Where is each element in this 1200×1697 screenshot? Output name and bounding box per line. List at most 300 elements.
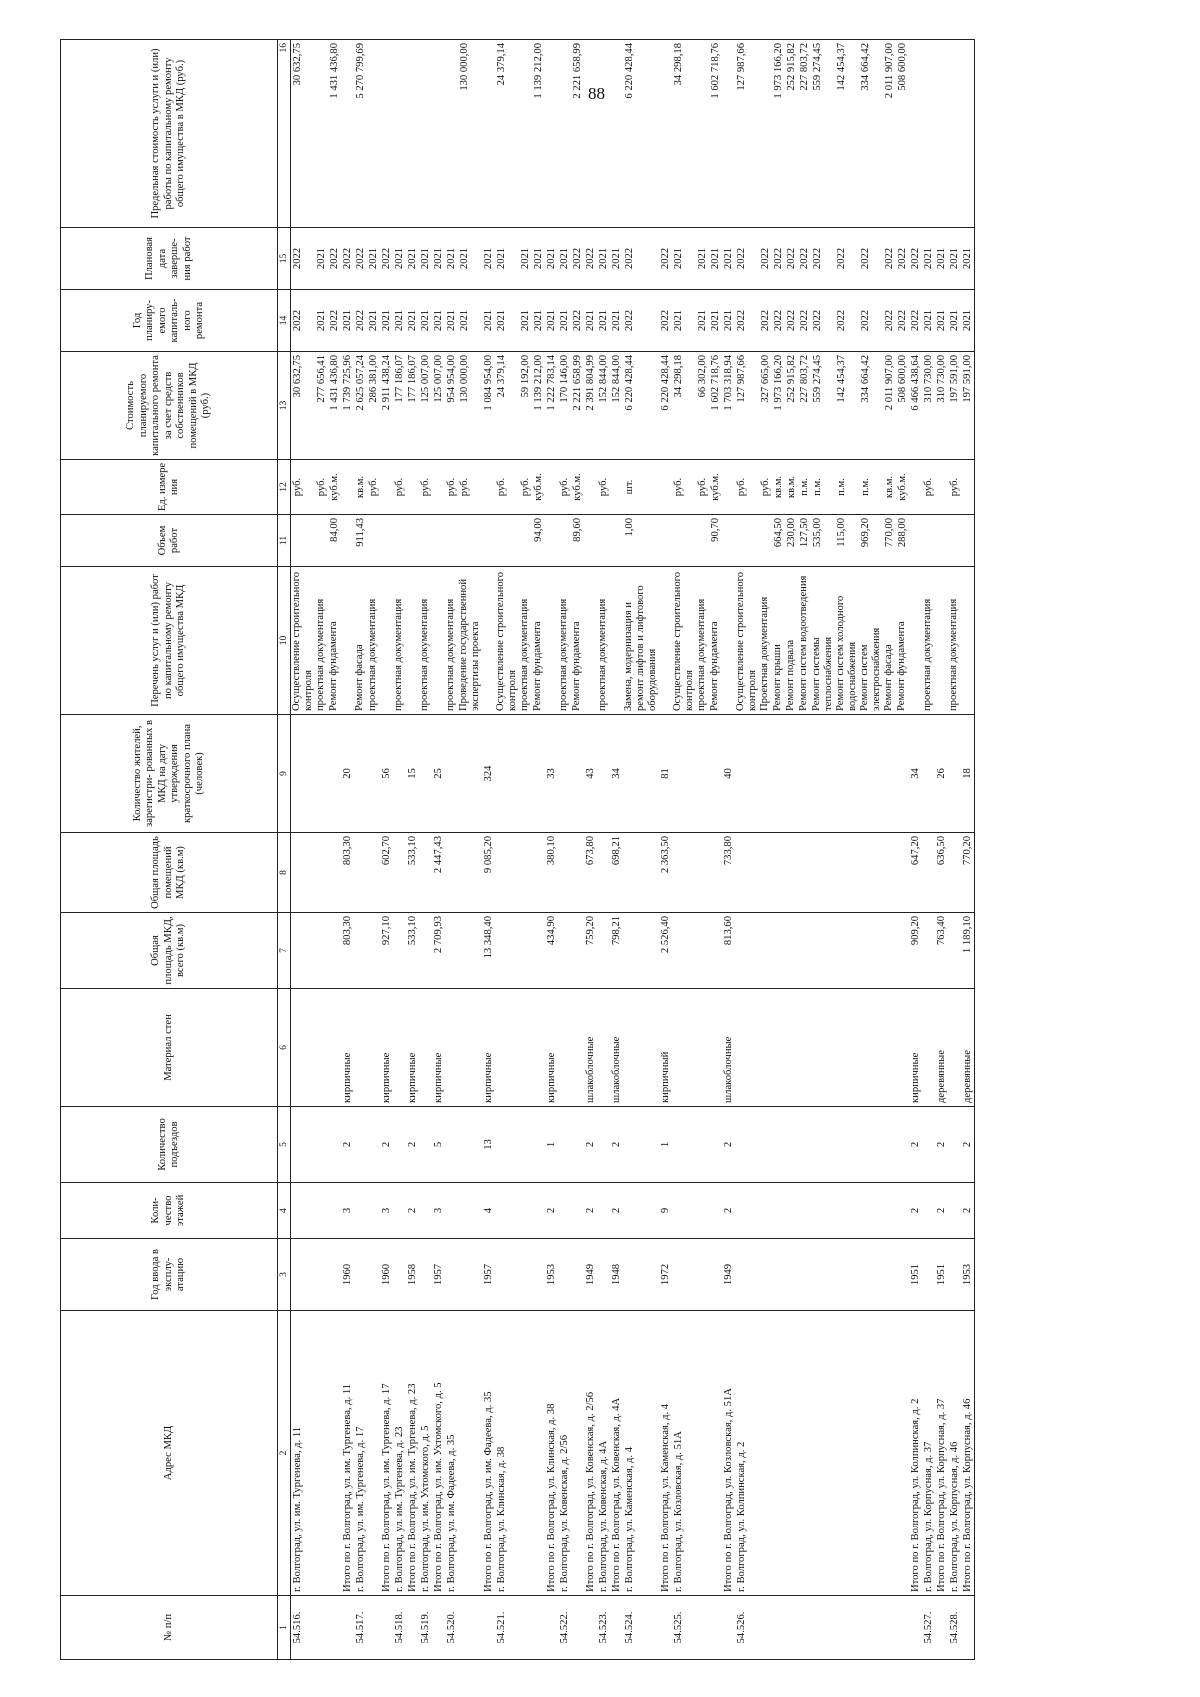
cell-max-cost <box>367 40 380 228</box>
cell-premises-area: 9 085,20 <box>482 833 495 913</box>
cell-address: Итого по г. Волгоград, ул. Каменская, д. 4 <box>659 1311 672 1596</box>
cell-premises-area <box>393 833 406 913</box>
cell-work-volume: 90,70 <box>709 515 722 567</box>
cell-floors <box>354 1183 367 1239</box>
cell-repair-year: 2022 <box>659 290 672 352</box>
cell-work-volume: 84,00 <box>328 515 341 567</box>
cell-work-volume <box>659 515 672 567</box>
cell-owner-cost: 130 000,00 <box>458 352 482 460</box>
cell-address: Итого по г. Волгоград, ул. Ковенская, д. 4А <box>610 1311 623 1596</box>
cell-work-volume <box>393 515 406 567</box>
cell-works-list: Ремонт систем электроснабжения <box>859 567 883 715</box>
table-row <box>922 40 935 1660</box>
cell-row-number <box>709 1596 722 1660</box>
cell-entrances <box>419 1107 432 1183</box>
cell-unit <box>380 460 393 515</box>
cell-unit: кв.м. <box>883 460 896 515</box>
cell-entrances <box>759 1107 772 1183</box>
cell-total-area <box>419 913 432 989</box>
cell-wall-material <box>328 989 341 1107</box>
cell-entrances <box>519 1107 532 1183</box>
cell-floors <box>672 1183 696 1239</box>
cell-premises-area: 803,30 <box>341 833 354 913</box>
table-row <box>571 40 584 1660</box>
cell-unit <box>482 460 495 515</box>
cell-works-list: Ремонт фундамента <box>532 567 545 715</box>
cell-entrances <box>772 1107 785 1183</box>
cell-owner-cost: 508 600,00 <box>896 352 909 460</box>
cell-entrances <box>445 1107 458 1183</box>
cell-year-built <box>597 1239 610 1311</box>
cell-works-list: проектная документация <box>367 567 380 715</box>
cell-address <box>532 1311 545 1596</box>
table-row <box>798 40 811 1660</box>
cell-residents <box>811 715 835 833</box>
header-total-area: Общая площадь МКД, всего (кв.м) <box>61 913 278 989</box>
cell-max-cost: 34 298,18 <box>672 40 696 228</box>
cell-work-volume <box>291 515 316 567</box>
total-row <box>380 40 393 1660</box>
page-number: 88 <box>588 84 605 103</box>
cell-residents <box>354 715 367 833</box>
cell-repair-year: 2022 <box>835 290 859 352</box>
cell-entrances <box>558 1107 571 1183</box>
cell-residents <box>672 715 696 833</box>
cell-row-number <box>896 1596 909 1660</box>
cell-year-built: 1953 <box>545 1239 558 1311</box>
cell-works-list <box>406 567 419 715</box>
cell-max-cost: 142 454,37 <box>835 40 859 228</box>
cell-work-volume: 911,43 <box>354 515 367 567</box>
cell-residents: 20 <box>341 715 354 833</box>
cell-total-area <box>896 913 909 989</box>
cell-owner-cost: 227 803,72 <box>798 352 811 460</box>
cell-unit: кв.м. <box>772 460 785 515</box>
cell-address <box>811 1311 835 1596</box>
cell-floors <box>445 1183 458 1239</box>
cell-year-built <box>458 1239 482 1311</box>
cell-floors <box>597 1183 610 1239</box>
cell-row-number <box>883 1596 896 1660</box>
cell-floors: 4 <box>482 1183 495 1239</box>
cell-residents <box>291 715 316 833</box>
cell-repair-year: 2022 <box>909 290 922 352</box>
cell-works-list: проектная документация <box>922 567 935 715</box>
table-row <box>597 40 610 1660</box>
cell-work-volume: 288,00 <box>896 515 909 567</box>
cell-premises-area <box>367 833 380 913</box>
cell-repair-year: 2021 <box>482 290 495 352</box>
cell-premises-area <box>896 833 909 913</box>
cell-year-built: 1960 <box>380 1239 393 1311</box>
cell-works-list <box>659 567 672 715</box>
cell-residents: 34 <box>909 715 922 833</box>
cell-row-number: 54.521. <box>495 1596 519 1660</box>
cell-unit: руб. <box>458 460 482 515</box>
cell-year-built <box>571 1239 584 1311</box>
column-number: 14 <box>278 290 291 352</box>
cell-owner-cost: 1 703 318,94 <box>722 352 735 460</box>
cell-repair-year: 2021 <box>672 290 696 352</box>
cell-residents <box>785 715 798 833</box>
table-row <box>445 40 458 1660</box>
cell-completion-year: 2022 <box>772 228 785 290</box>
cell-completion-year: 2022 <box>571 228 584 290</box>
cell-residents <box>532 715 545 833</box>
cell-premises-area <box>419 833 432 913</box>
cell-row-number: 54.516. <box>291 1596 316 1660</box>
cell-floors <box>367 1183 380 1239</box>
cell-premises-area <box>328 833 341 913</box>
cell-works-list <box>722 567 735 715</box>
cell-work-volume <box>722 515 735 567</box>
cell-repair-year: 2022 <box>785 290 798 352</box>
cell-work-volume <box>419 515 432 567</box>
cell-entrances <box>367 1107 380 1183</box>
cell-wall-material: кирпичные <box>482 989 495 1107</box>
table-row <box>315 40 328 1660</box>
cell-premises-area <box>811 833 835 913</box>
cell-completion-year: 2022 <box>659 228 672 290</box>
cell-floors <box>623 1183 659 1239</box>
cell-unit <box>584 460 597 515</box>
cell-wall-material <box>558 989 571 1107</box>
cell-wall-material <box>696 989 709 1107</box>
table-row <box>759 40 772 1660</box>
cell-address <box>883 1311 896 1596</box>
cell-year-built <box>623 1239 659 1311</box>
cell-year-built <box>709 1239 722 1311</box>
cell-works-list <box>961 567 975 715</box>
cell-floors <box>315 1183 328 1239</box>
cell-row-number <box>798 1596 811 1660</box>
total-row <box>545 40 558 1660</box>
cell-address <box>859 1311 883 1596</box>
cell-entrances: 2 <box>961 1107 975 1183</box>
cell-owner-cost: 310 730,00 <box>935 352 948 460</box>
cell-total-area <box>696 913 709 989</box>
cell-residents <box>948 715 961 833</box>
cell-address <box>519 1311 532 1596</box>
cell-address <box>367 1311 380 1596</box>
cell-works-list: проектная документация <box>315 567 328 715</box>
cell-year-built <box>354 1239 367 1311</box>
cell-max-cost: 508 600,00 <box>896 40 909 228</box>
cell-works-list: Ремонт фундамента <box>709 567 722 715</box>
cell-unit: руб. <box>597 460 610 515</box>
cell-entrances <box>696 1107 709 1183</box>
total-row <box>584 40 597 1660</box>
cell-max-cost <box>406 40 419 228</box>
cell-work-volume <box>495 515 519 567</box>
cell-work-volume <box>597 515 610 567</box>
cell-premises-area <box>696 833 709 913</box>
cell-floors <box>458 1183 482 1239</box>
cell-total-area: 2 526,40 <box>659 913 672 989</box>
cell-owner-cost: 1 973 166,20 <box>772 352 785 460</box>
cell-owner-cost: 1 739 725,96 <box>341 352 354 460</box>
cell-owner-cost: 6 466 438,64 <box>909 352 922 460</box>
cell-entrances: 1 <box>659 1107 672 1183</box>
cell-address <box>709 1311 722 1596</box>
cell-work-volume: 127,50 <box>798 515 811 567</box>
cell-year-built: 1972 <box>659 1239 672 1311</box>
cell-work-volume <box>315 515 328 567</box>
cell-address: г. Волгоград, ул. им. Тургенева, д. 17 <box>354 1311 367 1596</box>
cell-completion-year: 2022 <box>623 228 659 290</box>
cell-year-built <box>367 1239 380 1311</box>
cell-row-number <box>367 1596 380 1660</box>
cell-row-number: 54.525. <box>672 1596 696 1660</box>
cell-works-list <box>380 567 393 715</box>
cell-work-volume <box>458 515 482 567</box>
cell-year-built <box>291 1239 316 1311</box>
cell-floors: 2 <box>584 1183 597 1239</box>
cell-year-built: 1949 <box>584 1239 597 1311</box>
table-row <box>948 40 961 1660</box>
cell-total-area <box>759 913 772 989</box>
cell-floors <box>835 1183 859 1239</box>
cell-premises-area <box>859 833 883 913</box>
cell-work-volume <box>558 515 571 567</box>
cell-unit: п.м. <box>811 460 835 515</box>
column-number-row <box>278 40 291 1660</box>
cell-max-cost <box>445 40 458 228</box>
cell-repair-year: 2021 <box>948 290 961 352</box>
table-row <box>859 40 883 1660</box>
cell-address: Итого по г. Волгоград, ул. Корпусная, д. 37 <box>935 1311 948 1596</box>
cell-work-volume: 115,00 <box>835 515 859 567</box>
table-row <box>532 40 545 1660</box>
cell-completion-year: 2022 <box>380 228 393 290</box>
cell-unit: руб. <box>291 460 316 515</box>
cell-total-area: 759,20 <box>584 913 597 989</box>
table-row <box>495 40 519 1660</box>
cell-row-number: 54.528. <box>948 1596 961 1660</box>
cell-floors <box>519 1183 532 1239</box>
cell-unit <box>722 460 735 515</box>
cell-repair-year: 2021 <box>406 290 419 352</box>
cell-row-number <box>458 1596 482 1660</box>
cell-owner-cost: 170 146,00 <box>558 352 571 460</box>
cell-row-number <box>315 1596 328 1660</box>
cell-work-volume <box>922 515 935 567</box>
cell-owner-cost: 34 298,18 <box>672 352 696 460</box>
cell-row-number <box>935 1596 948 1660</box>
header-repair-year: Год планиру- емого капиталь- ного ремонта <box>61 290 278 352</box>
cell-repair-year: 2022 <box>859 290 883 352</box>
cell-row-number <box>696 1596 709 1660</box>
cell-total-area: 909,20 <box>909 913 922 989</box>
cell-premises-area: 673,80 <box>584 833 597 913</box>
cell-year-built <box>393 1239 406 1311</box>
cell-total-area: 813,60 <box>722 913 735 989</box>
cell-premises-area <box>948 833 961 913</box>
cell-completion-year: 2021 <box>458 228 482 290</box>
cell-address: Итого по г. Волгоград, ул. им. Ухтомского, д. 5 <box>432 1311 445 1596</box>
cell-completion-year: 2021 <box>948 228 961 290</box>
cell-completion-year: 2022 <box>341 228 354 290</box>
table-row <box>672 40 696 1660</box>
column-number: 9 <box>278 715 291 833</box>
cell-completion-year: 2021 <box>532 228 545 290</box>
cell-total-area <box>623 913 659 989</box>
cell-address: Итого по г. Волгоград, ул. Колпинская, д. 2 <box>909 1311 922 1596</box>
column-number: 3 <box>278 1239 291 1311</box>
cell-entrances: 2 <box>406 1107 419 1183</box>
cell-premises-area <box>735 833 759 913</box>
cell-works-list <box>909 567 922 715</box>
cell-repair-year: 2022 <box>623 290 659 352</box>
cell-max-cost <box>909 40 922 228</box>
cell-max-cost <box>380 40 393 228</box>
cell-residents <box>597 715 610 833</box>
total-row <box>406 40 419 1660</box>
cell-residents <box>835 715 859 833</box>
cell-row-number <box>380 1596 393 1660</box>
cell-wall-material: кирпичный <box>659 989 672 1107</box>
cell-completion-year: 2021 <box>922 228 935 290</box>
cell-address: г. Волгоград, ул. Каменская, д. 4 <box>623 1311 659 1596</box>
cell-year-built: 1953 <box>961 1239 975 1311</box>
total-row <box>722 40 735 1660</box>
cell-year-built <box>883 1239 896 1311</box>
cell-residents: 56 <box>380 715 393 833</box>
cell-floors: 3 <box>341 1183 354 1239</box>
cell-owner-cost: 1 431 436,80 <box>328 352 341 460</box>
cell-entrances: 2 <box>722 1107 735 1183</box>
cell-max-cost <box>759 40 772 228</box>
cell-residents: 324 <box>482 715 495 833</box>
cell-year-built <box>419 1239 432 1311</box>
cell-row-number <box>785 1596 798 1660</box>
cell-entrances <box>315 1107 328 1183</box>
cell-unit: руб. <box>367 460 380 515</box>
total-row <box>432 40 445 1660</box>
cell-repair-year: 2021 <box>935 290 948 352</box>
cell-residents: 43 <box>584 715 597 833</box>
cell-unit: куб.м. <box>896 460 909 515</box>
cell-total-area: 763,40 <box>935 913 948 989</box>
cell-wall-material <box>532 989 545 1107</box>
cell-works-list: Осуществление строительного контроля <box>735 567 759 715</box>
cell-wall-material: деревянные <box>935 989 948 1107</box>
cell-work-volume <box>341 515 354 567</box>
cell-address <box>798 1311 811 1596</box>
cell-address <box>785 1311 798 1596</box>
cell-work-volume: 664,50 <box>772 515 785 567</box>
cell-work-volume <box>948 515 961 567</box>
cell-total-area <box>393 913 406 989</box>
table-row <box>458 40 482 1660</box>
cell-works-list <box>584 567 597 715</box>
cell-floors: 2 <box>961 1183 975 1239</box>
cell-owner-cost: 125 007,00 <box>432 352 445 460</box>
cell-address: Итого по г. Волгоград, ул. Клинская, д. 38 <box>545 1311 558 1596</box>
cell-works-list: Ремонт фасада <box>883 567 896 715</box>
cell-works-list: Ремонт фундамента <box>896 567 909 715</box>
cell-entrances <box>835 1107 859 1183</box>
cell-wall-material <box>948 989 961 1107</box>
cell-repair-year: 2022 <box>291 290 316 352</box>
cell-floors <box>896 1183 909 1239</box>
cell-total-area: 533,10 <box>406 913 419 989</box>
rotated-table-container <box>60 40 1200 1660</box>
column-number: 7 <box>278 913 291 989</box>
cell-completion-year: 2021 <box>558 228 571 290</box>
cell-floors: 2 <box>722 1183 735 1239</box>
cell-floors <box>393 1183 406 1239</box>
total-row <box>935 40 948 1660</box>
table-row <box>558 40 571 1660</box>
header-owner-cost: Стоимость планируемого капитального ремонта за счет средств собственников помещений в МКД (руб.) <box>61 352 278 460</box>
cell-wall-material <box>759 989 772 1107</box>
cell-owner-cost: 6 220 428,44 <box>659 352 672 460</box>
header-works-list: Перечень услуг и (или) работ по капитальному ремонту общего имущества МКД <box>61 567 278 715</box>
cell-year-built: 1949 <box>722 1239 735 1311</box>
cell-premises-area: 647,20 <box>909 833 922 913</box>
cell-completion-year: 2021 <box>519 228 532 290</box>
cell-row-number <box>909 1596 922 1660</box>
cell-entrances <box>883 1107 896 1183</box>
column-number: 4 <box>278 1183 291 1239</box>
cell-total-area: 803,30 <box>341 913 354 989</box>
cell-premises-area: 602,70 <box>380 833 393 913</box>
cell-floors <box>948 1183 961 1239</box>
cell-total-area <box>772 913 785 989</box>
cell-total-area <box>495 913 519 989</box>
column-number: 15 <box>278 228 291 290</box>
cell-completion-year: 2021 <box>367 228 380 290</box>
cell-floors: 3 <box>432 1183 445 1239</box>
cell-work-volume <box>445 515 458 567</box>
cell-total-area <box>948 913 961 989</box>
cell-work-volume <box>584 515 597 567</box>
cell-entrances <box>571 1107 584 1183</box>
cell-max-cost <box>961 40 975 228</box>
cell-completion-year: 2021 <box>482 228 495 290</box>
cell-completion-year: 2022 <box>896 228 909 290</box>
cell-floors <box>772 1183 785 1239</box>
total-row <box>610 40 623 1660</box>
cell-premises-area <box>883 833 896 913</box>
cell-completion-year: 2021 <box>722 228 735 290</box>
cell-works-list <box>482 567 495 715</box>
cell-address <box>759 1311 772 1596</box>
cell-year-built <box>798 1239 811 1311</box>
cell-max-cost <box>482 40 495 228</box>
cell-row-number <box>545 1596 558 1660</box>
cell-entrances <box>735 1107 759 1183</box>
cell-unit: руб. <box>759 460 772 515</box>
cell-owner-cost: 152 844,00 <box>610 352 623 460</box>
cell-total-area <box>367 913 380 989</box>
cell-year-built <box>948 1239 961 1311</box>
cell-address: Итого по г. Волгоград, ул. Корпусная, д. 46 <box>961 1311 975 1596</box>
cell-completion-year: 2022 <box>328 228 341 290</box>
cell-year-built: 1948 <box>610 1239 623 1311</box>
cell-works-list <box>432 567 445 715</box>
table-row <box>328 40 341 1660</box>
cell-year-built <box>315 1239 328 1311</box>
cell-premises-area <box>458 833 482 913</box>
table-row <box>393 40 406 1660</box>
cell-total-area <box>859 913 883 989</box>
cell-year-built: 1957 <box>482 1239 495 1311</box>
cell-unit: куб.м. <box>328 460 341 515</box>
cell-wall-material: кирпичные <box>909 989 922 1107</box>
cell-address <box>835 1311 859 1596</box>
